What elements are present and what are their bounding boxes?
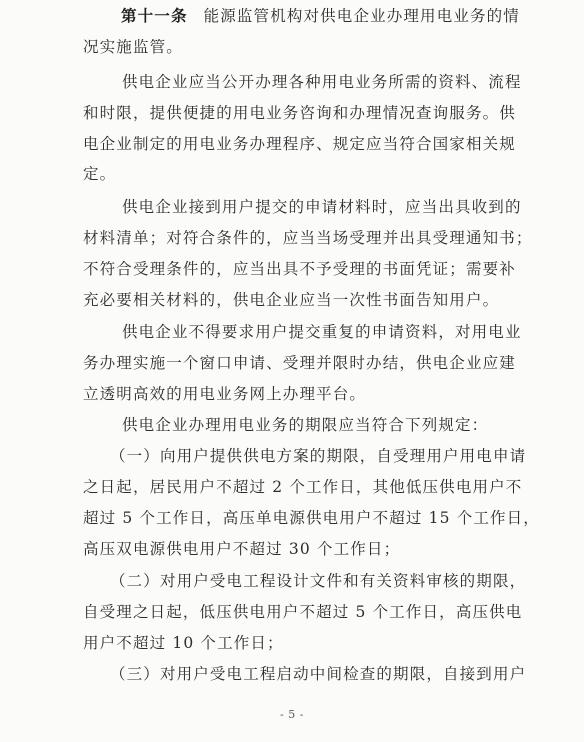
text-line-6: 定。 [83, 165, 117, 183]
page-number: - 5 - [280, 708, 304, 721]
text-line-4: 和时限，提供便捷的用电业务咨询和办理情况查询服务。供 [83, 104, 516, 122]
text-line-16: 之日起，居民用户不超过 2 个工作日，其他低压供电用户不 [83, 478, 523, 496]
article-line-1 [121, 6, 520, 26]
text-line-18: 高压双电源供电用户不超过 30 个工作日； [83, 540, 401, 558]
text-line-8: 材料清单；对符合条件的，应当当场受理并出具受理通知书； [83, 229, 533, 247]
text-line-3: 供电企业应当公开办理各种用电业务所需的资料、流程 [122, 73, 522, 91]
text-line-9: 不符合受理条件的，应当出具不予受理的书面凭证；需要补 [83, 260, 516, 278]
text-line-5: 电企业制定的用电业务办理程序、规定应当符合国家相关规 [83, 135, 516, 153]
article-line-1-text: 能源监管机构对供电企业办理用电业务的情 [203, 7, 520, 25]
text-line-14: 供电企业办理用电业务的期限应当符合下列规定： [122, 416, 489, 434]
text-line-20: 自受理之日起，低压供电用户不超过 5 个工作日，高压供电 [83, 603, 523, 621]
text-line-13: 立透明高效的用电业务网上办理平台。 [83, 385, 367, 403]
text-line-19: （二）对用户受电工程设计文件和有关资料审核的期限， [110, 572, 527, 590]
text-line-17: 超过 5 个工作日，高压单电源供电用户不超过 15 个工作日， [83, 509, 540, 527]
text-line-2: 况实施监管。 [83, 38, 183, 56]
text-line-22: （三）对用户受电工程启动中间检查的期限，自接到用户 [110, 665, 527, 683]
text-line-7: 供电企业接到用户提交的申请材料时，应当出具收到的 [122, 198, 522, 216]
text-line-12: 务办理实施一个窗口申请、受理并限时办结，供电企业应建 [83, 354, 516, 372]
text-line-21: 用户不超过 10 个工作日； [83, 634, 284, 652]
text-line-10: 充必要相关材料的，供电企业应当一次性书面告知用户。 [83, 291, 500, 309]
text-line-15: （一）向用户提供供电方案的期限，自受理用户用电申请 [110, 447, 527, 465]
article-heading: 第十一条 [121, 6, 188, 25]
text-line-11: 供电企业不得要求用户提交重复的申请资料，对用电业 [122, 323, 522, 341]
